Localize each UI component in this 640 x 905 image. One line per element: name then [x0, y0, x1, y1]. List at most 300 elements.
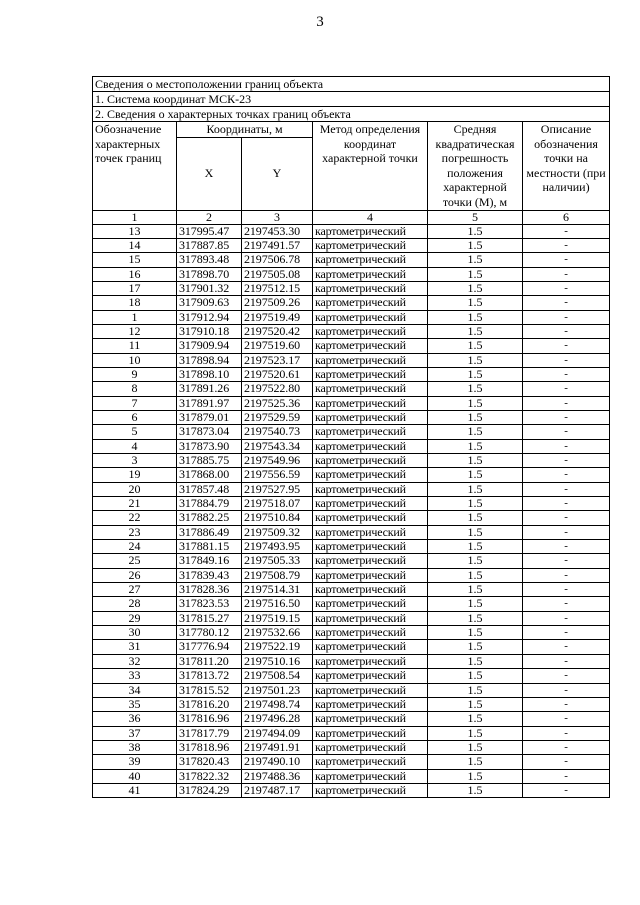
method: картометрический: [313, 382, 428, 396]
error-value: 1.5: [428, 712, 523, 726]
coord-x: 317891.26: [177, 382, 242, 396]
table-row: [93, 525, 610, 539]
description: -: [523, 583, 610, 597]
coord-x: 317828.36: [177, 583, 242, 597]
section-title: Сведения о местоположении границ объекта: [93, 77, 610, 92]
coord-y: 2197498.74: [242, 697, 313, 711]
description: -: [523, 554, 610, 568]
error-value: 1.5: [428, 367, 523, 381]
table-row: [93, 540, 610, 554]
error-value: 1.5: [428, 468, 523, 482]
point-id: 28: [93, 597, 177, 611]
point-id: 10: [93, 353, 177, 367]
coord-y: 2197512.15: [242, 281, 313, 295]
column-number: 5: [428, 210, 523, 224]
description: -: [523, 267, 610, 281]
point-id: 33: [93, 669, 177, 683]
table-row: [93, 740, 610, 754]
description: -: [523, 654, 610, 668]
coord-x: 317839.43: [177, 568, 242, 582]
coord-y: 2197520.42: [242, 324, 313, 338]
coord-x: 317887.85: [177, 238, 242, 252]
point-id: 16: [93, 267, 177, 281]
error-value: 1.5: [428, 353, 523, 367]
table-row: [93, 382, 610, 396]
table-row: [93, 712, 610, 726]
coord-y: 2197556.59: [242, 468, 313, 482]
coord-x: 317823.53: [177, 597, 242, 611]
table-row: [93, 410, 610, 424]
table-row: [93, 367, 610, 381]
coord-x: 317901.32: [177, 281, 242, 295]
coord-x: 317884.79: [177, 497, 242, 511]
point-id: 41: [93, 783, 177, 797]
coord-x: 317868.00: [177, 468, 242, 482]
method: картометрический: [313, 439, 428, 453]
table-row: [93, 769, 610, 783]
method: картометрический: [313, 367, 428, 381]
method: картометрический: [313, 583, 428, 597]
coord-y: 2197540.73: [242, 425, 313, 439]
header-coordinates: Координаты, м: [177, 122, 313, 138]
point-id: 19: [93, 468, 177, 482]
method: картометрический: [313, 281, 428, 295]
column-number: 1: [93, 210, 177, 224]
coord-y: 2197523.17: [242, 353, 313, 367]
description: -: [523, 755, 610, 769]
coord-x: 317824.29: [177, 783, 242, 797]
table-row: [93, 224, 610, 238]
coord-y: 2197505.33: [242, 554, 313, 568]
column-number: 2: [177, 210, 242, 224]
point-id: 6: [93, 410, 177, 424]
table-row: [93, 281, 610, 295]
coord-x: 317817.79: [177, 726, 242, 740]
boundary-points-table: [92, 76, 610, 798]
table-row: [93, 439, 610, 453]
coord-y: 2197520.61: [242, 367, 313, 381]
description: -: [523, 525, 610, 539]
table-row: [93, 511, 610, 525]
error-value: 1.5: [428, 554, 523, 568]
coord-x: 317780.12: [177, 626, 242, 640]
error-value: 1.5: [428, 296, 523, 310]
column-number: 6: [523, 210, 610, 224]
coord-y: 2197519.49: [242, 310, 313, 324]
coord-y: 2197529.59: [242, 410, 313, 424]
method: картометрический: [313, 683, 428, 697]
points-section-title: 2. Сведения о характерных точках границ объекта: [93, 107, 610, 122]
error-value: 1.5: [428, 568, 523, 582]
description: -: [523, 396, 610, 410]
coord-x: 317873.90: [177, 439, 242, 453]
coord-x: 317898.10: [177, 367, 242, 381]
point-id: 26: [93, 568, 177, 582]
point-id: 23: [93, 525, 177, 539]
point-id: 39: [93, 755, 177, 769]
method: картометрический: [313, 353, 428, 367]
error-value: 1.5: [428, 669, 523, 683]
coord-y: 2197509.32: [242, 525, 313, 539]
point-id: 14: [93, 238, 177, 252]
error-value: 1.5: [428, 267, 523, 281]
point-id: 32: [93, 654, 177, 668]
table-row: [93, 554, 610, 568]
coord-y: 2197505.08: [242, 267, 313, 281]
header-row: [93, 122, 610, 138]
method: картометрический: [313, 425, 428, 439]
method: картометрический: [313, 611, 428, 625]
point-id: 3: [93, 454, 177, 468]
point-id: 38: [93, 740, 177, 754]
coord-y: 2197514.31: [242, 583, 313, 597]
method: картометрический: [313, 410, 428, 424]
error-value: 1.5: [428, 726, 523, 740]
point-id: 20: [93, 482, 177, 496]
point-id: 35: [93, 697, 177, 711]
table-row: [93, 611, 610, 625]
error-value: 1.5: [428, 439, 523, 453]
method: картометрический: [313, 224, 428, 238]
coord-y: 2197488.36: [242, 769, 313, 783]
method: картометрический: [313, 324, 428, 338]
error-value: 1.5: [428, 611, 523, 625]
coord-x: 317886.49: [177, 525, 242, 539]
description: -: [523, 683, 610, 697]
coord-x: 317857.48: [177, 482, 242, 496]
coord-y: 2197543.34: [242, 439, 313, 453]
description: -: [523, 597, 610, 611]
method: картометрический: [313, 454, 428, 468]
section-title-row: [93, 77, 610, 92]
error-value: 1.5: [428, 238, 523, 252]
coord-y: 2197493.95: [242, 540, 313, 554]
method: картометрический: [313, 568, 428, 582]
coord-y: 2197490.10: [242, 755, 313, 769]
table-row: [93, 697, 610, 711]
table-row: [93, 654, 610, 668]
header-point: Обозначение характерных точек границ: [93, 122, 177, 211]
page-number: 3: [316, 14, 324, 30]
error-value: 1.5: [428, 410, 523, 424]
description: -: [523, 769, 610, 783]
coord-y: 2197518.07: [242, 497, 313, 511]
method: картометрический: [313, 697, 428, 711]
coord-y: 2197494.09: [242, 726, 313, 740]
description: -: [523, 324, 610, 338]
error-value: 1.5: [428, 324, 523, 338]
table-row: [93, 396, 610, 410]
table-row: [93, 726, 610, 740]
method: картометрический: [313, 511, 428, 525]
table-row: [93, 425, 610, 439]
error-value: 1.5: [428, 783, 523, 797]
point-id: 9: [93, 367, 177, 381]
table-row: [93, 267, 610, 281]
method: картометрический: [313, 554, 428, 568]
method: картометрический: [313, 540, 428, 554]
error-value: 1.5: [428, 482, 523, 496]
table-row: [93, 339, 610, 353]
header-description: Описание обозначения точки на местности (при наличии): [523, 122, 610, 211]
table-row: [93, 324, 610, 338]
error-value: 1.5: [428, 583, 523, 597]
coord-x: 317995.47: [177, 224, 242, 238]
coord-y: 2197525.36: [242, 396, 313, 410]
description: -: [523, 640, 610, 654]
coord-y: 2197496.28: [242, 712, 313, 726]
description: -: [523, 611, 610, 625]
coord-x: 317818.96: [177, 740, 242, 754]
point-id: 37: [93, 726, 177, 740]
point-id: 24: [93, 540, 177, 554]
description: -: [523, 468, 610, 482]
table-row: [93, 640, 610, 654]
point-id: 11: [93, 339, 177, 353]
coord-y: 2197516.50: [242, 597, 313, 611]
table-row: [93, 755, 610, 769]
description: -: [523, 238, 610, 252]
table-row: [93, 597, 610, 611]
coord-x: 317815.52: [177, 683, 242, 697]
coordinate-system-row: [93, 92, 610, 107]
coord-x: 317816.96: [177, 712, 242, 726]
method: картометрический: [313, 310, 428, 324]
table-row: [93, 353, 610, 367]
coord-y: 2197508.79: [242, 568, 313, 582]
coord-y: 2197519.15: [242, 611, 313, 625]
coord-x: 317910.18: [177, 324, 242, 338]
coord-y: 2197522.19: [242, 640, 313, 654]
coord-y: 2197527.95: [242, 482, 313, 496]
table-row: [93, 583, 610, 597]
description: -: [523, 669, 610, 683]
column-number: 4: [313, 210, 428, 224]
coord-y: 2197522.80: [242, 382, 313, 396]
coord-y: 2197519.60: [242, 339, 313, 353]
point-id: 5: [93, 425, 177, 439]
method: картометрический: [313, 238, 428, 252]
coord-x: 317893.48: [177, 253, 242, 267]
coord-y: 2197549.96: [242, 454, 313, 468]
method: картометрический: [313, 253, 428, 267]
error-value: 1.5: [428, 640, 523, 654]
coord-x: 317898.70: [177, 267, 242, 281]
error-value: 1.5: [428, 253, 523, 267]
method: картометрический: [313, 783, 428, 797]
description: -: [523, 410, 610, 424]
method: картометрический: [313, 712, 428, 726]
point-id: 13: [93, 224, 177, 238]
error-value: 1.5: [428, 597, 523, 611]
error-value: 1.5: [428, 654, 523, 668]
coord-x: 317879.01: [177, 410, 242, 424]
point-id: 17: [93, 281, 177, 295]
method: картометрический: [313, 597, 428, 611]
point-id: 29: [93, 611, 177, 625]
coord-y: 2197510.84: [242, 511, 313, 525]
coord-x: 317912.94: [177, 310, 242, 324]
column-number: 3: [242, 210, 313, 224]
coord-x: 317776.94: [177, 640, 242, 654]
coord-x: 317822.32: [177, 769, 242, 783]
method: картометрический: [313, 669, 428, 683]
method: картометрический: [313, 755, 428, 769]
header-x: X: [177, 137, 242, 210]
header-error: Средняя квадратическая погрешность положения характерной точки (М), м: [428, 122, 523, 211]
table-row: [93, 482, 610, 496]
coord-x: 317813.72: [177, 669, 242, 683]
description: -: [523, 511, 610, 525]
column-numbers-row: [93, 210, 610, 224]
point-id: 27: [93, 583, 177, 597]
coord-x: 317873.04: [177, 425, 242, 439]
method: картометрический: [313, 740, 428, 754]
description: -: [523, 740, 610, 754]
description: -: [523, 726, 610, 740]
table-row: [93, 454, 610, 468]
error-value: 1.5: [428, 454, 523, 468]
point-id: 25: [93, 554, 177, 568]
description: -: [523, 783, 610, 797]
coord-y: 2197506.78: [242, 253, 313, 267]
description: -: [523, 568, 610, 582]
description: -: [523, 310, 610, 324]
error-value: 1.5: [428, 281, 523, 295]
point-id: 22: [93, 511, 177, 525]
method: картометрический: [313, 640, 428, 654]
coord-y: 2197508.54: [242, 669, 313, 683]
description: -: [523, 353, 610, 367]
point-id: 36: [93, 712, 177, 726]
method: картометрический: [313, 396, 428, 410]
method: картометрический: [313, 482, 428, 496]
method: картометрический: [313, 626, 428, 640]
coord-x: 317816.20: [177, 697, 242, 711]
point-id: 30: [93, 626, 177, 640]
point-id: 12: [93, 324, 177, 338]
header-y: Y: [242, 137, 313, 210]
point-id: 18: [93, 296, 177, 310]
table-row: [93, 669, 610, 683]
method: картометрический: [313, 497, 428, 511]
error-value: 1.5: [428, 511, 523, 525]
error-value: 1.5: [428, 339, 523, 353]
description: -: [523, 224, 610, 238]
description: -: [523, 439, 610, 453]
description: -: [523, 712, 610, 726]
table-row: [93, 626, 610, 640]
point-id: 31: [93, 640, 177, 654]
method: картометрический: [313, 339, 428, 353]
method: картометрический: [313, 267, 428, 281]
coord-x: 317898.94: [177, 353, 242, 367]
description: -: [523, 281, 610, 295]
table-row: [93, 238, 610, 252]
method: картометрический: [313, 654, 428, 668]
coord-x: 317891.97: [177, 396, 242, 410]
description: -: [523, 382, 610, 396]
header-method: Метод определения координат характерной точки: [313, 122, 428, 211]
coord-y: 2197532.66: [242, 626, 313, 640]
coord-x: 317815.27: [177, 611, 242, 625]
point-id: 34: [93, 683, 177, 697]
coordinate-system: 1. Система координат МСК-23: [93, 92, 610, 107]
error-value: 1.5: [428, 224, 523, 238]
coord-x: 317811.20: [177, 654, 242, 668]
method: картометрический: [313, 726, 428, 740]
description: -: [523, 626, 610, 640]
description: -: [523, 497, 610, 511]
table-row: [93, 497, 610, 511]
coord-y: 2197453.30: [242, 224, 313, 238]
error-value: 1.5: [428, 755, 523, 769]
description: -: [523, 540, 610, 554]
coord-x: 317885.75: [177, 454, 242, 468]
coord-x: 317909.63: [177, 296, 242, 310]
description: -: [523, 296, 610, 310]
point-id: 7: [93, 396, 177, 410]
coord-y: 2197487.17: [242, 783, 313, 797]
error-value: 1.5: [428, 683, 523, 697]
table-row: [93, 683, 610, 697]
coord-x: 317882.25: [177, 511, 242, 525]
error-value: 1.5: [428, 425, 523, 439]
method: картометрический: [313, 769, 428, 783]
point-id: 40: [93, 769, 177, 783]
method: картометрический: [313, 468, 428, 482]
table-row: [93, 468, 610, 482]
coord-x: 317909.94: [177, 339, 242, 353]
description: -: [523, 425, 610, 439]
description: -: [523, 339, 610, 353]
error-value: 1.5: [428, 497, 523, 511]
coord-x: 317881.15: [177, 540, 242, 554]
coord-y: 2197509.26: [242, 296, 313, 310]
error-value: 1.5: [428, 540, 523, 554]
error-value: 1.5: [428, 525, 523, 539]
error-value: 1.5: [428, 396, 523, 410]
error-value: 1.5: [428, 310, 523, 324]
error-value: 1.5: [428, 697, 523, 711]
error-value: 1.5: [428, 769, 523, 783]
description: -: [523, 482, 610, 496]
error-value: 1.5: [428, 740, 523, 754]
method: картометрический: [313, 296, 428, 310]
table-row: [93, 310, 610, 324]
error-value: 1.5: [428, 626, 523, 640]
table-row: [93, 296, 610, 310]
description: -: [523, 454, 610, 468]
description: -: [523, 697, 610, 711]
method: картометрический: [313, 525, 428, 539]
points-section-row: [93, 107, 610, 122]
coord-y: 2197501.23: [242, 683, 313, 697]
point-id: 15: [93, 253, 177, 267]
description: -: [523, 253, 610, 267]
point-id: 4: [93, 439, 177, 453]
coord-y: 2197491.91: [242, 740, 313, 754]
coord-x: 317820.43: [177, 755, 242, 769]
coord-x: 317849.16: [177, 554, 242, 568]
description: -: [523, 367, 610, 381]
coord-y: 2197491.57: [242, 238, 313, 252]
table-row: [93, 568, 610, 582]
point-id: 1: [93, 310, 177, 324]
table-row: [93, 783, 610, 797]
table-row: [93, 253, 610, 267]
point-id: 8: [93, 382, 177, 396]
